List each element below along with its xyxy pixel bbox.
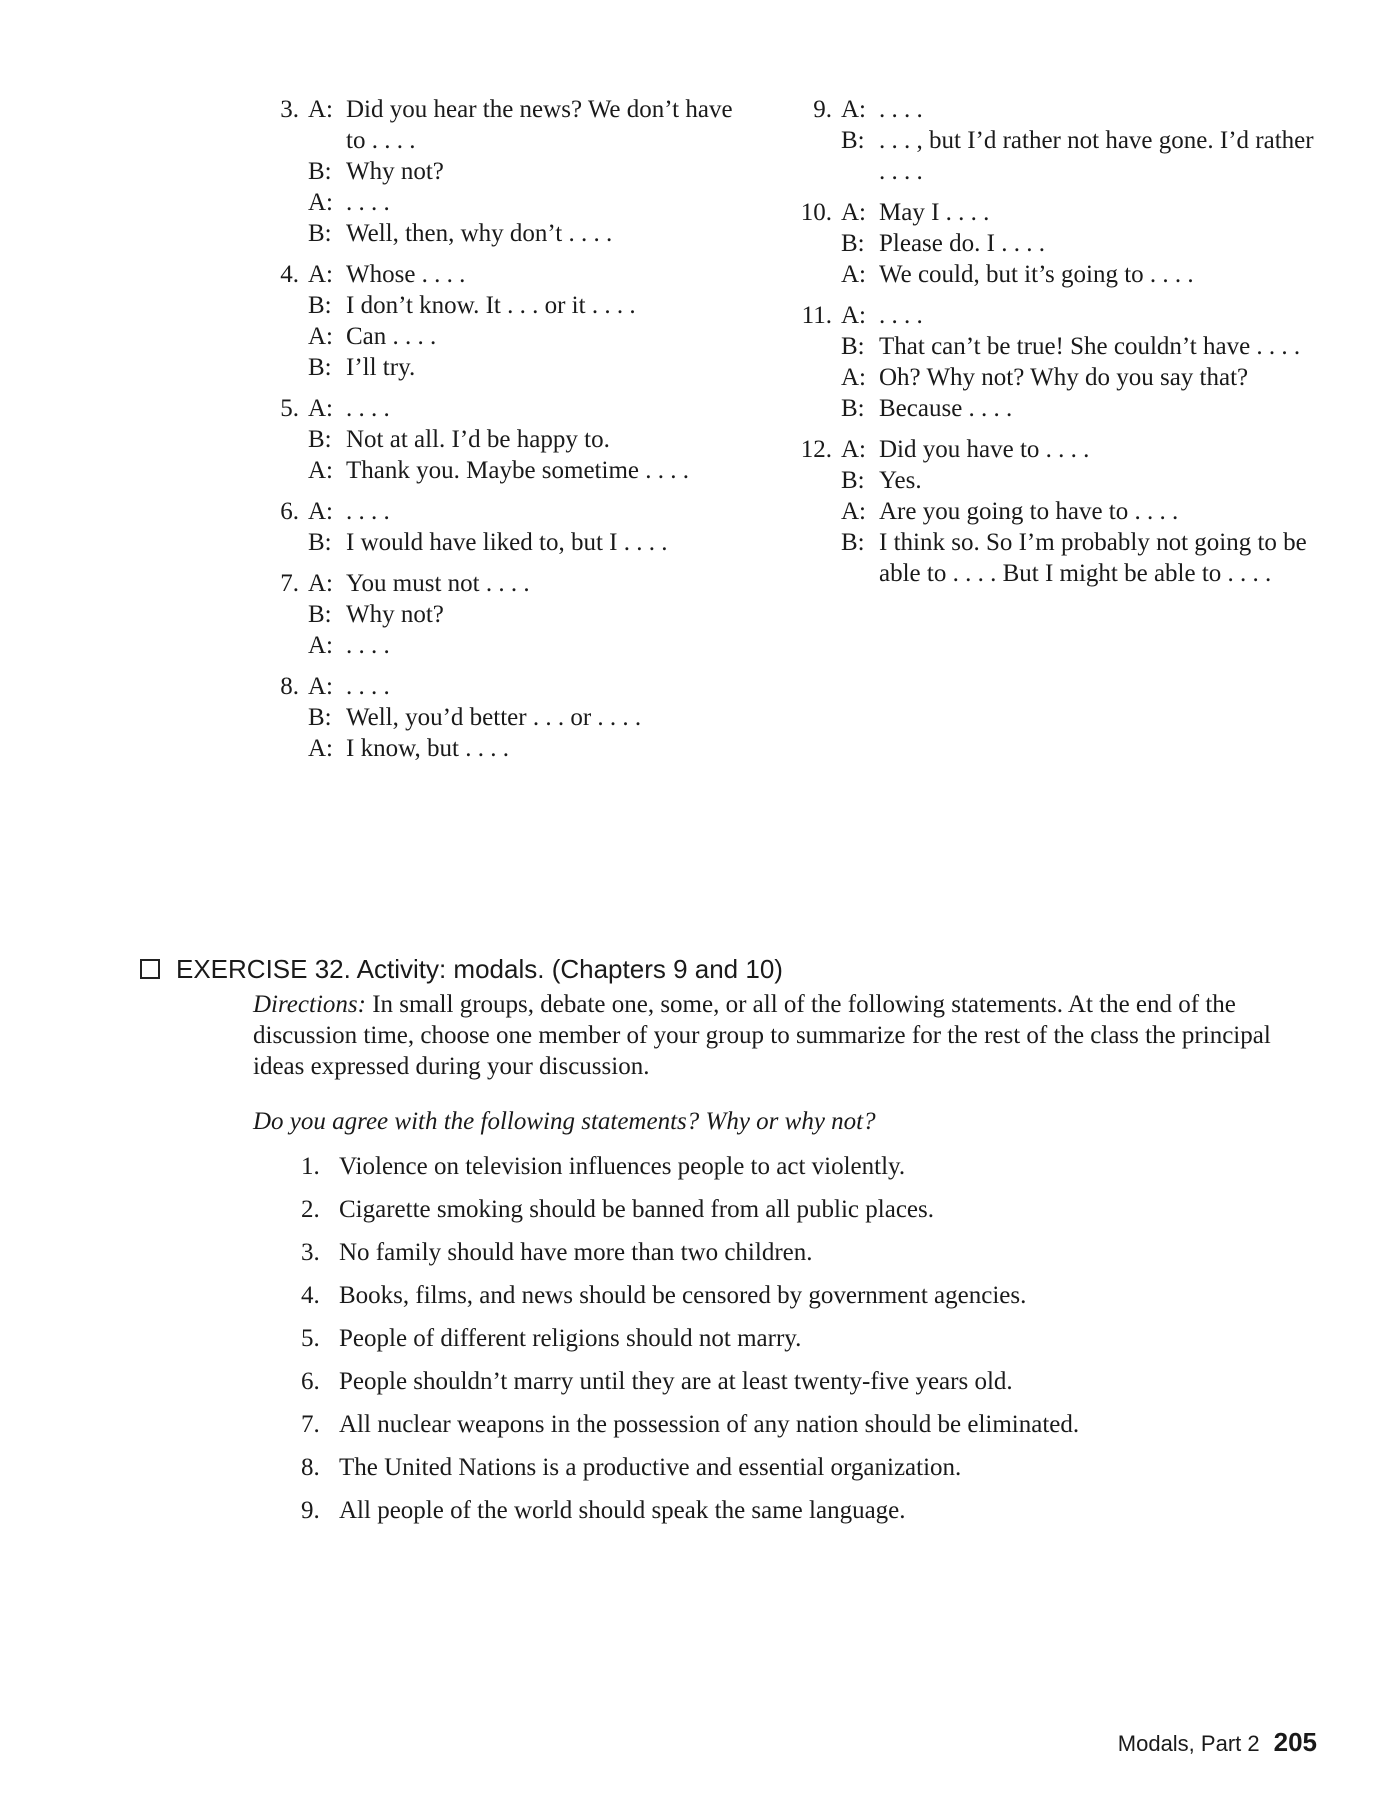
- dialogue-line: Why not?: [346, 158, 444, 185]
- statement-text: The United Nations is a productive and essential organization.: [339, 1454, 962, 1481]
- dialogue-line: I know, but . . . .: [346, 735, 509, 762]
- statement-text: All people of the world should speak the same language.: [339, 1497, 906, 1524]
- statement-text: Books, films, and news should be censored by government agencies.: [339, 1282, 1027, 1309]
- statement-item: 4. Books, films, and news should be censored by government agencies.: [301, 1282, 1027, 1309]
- statement-list: [301, 1151, 1315, 1526]
- dialogue-line: . . . .: [346, 498, 390, 525]
- left-dialogue-column: [262, 94, 742, 774]
- dialogue-item: 6. A: . . . . B: I would have liked to, but I . . . .: [262, 496, 742, 558]
- dialogue-line: Because . . . .: [879, 395, 1013, 422]
- directions-text: In small groups, debate one, some, or all of the following statements. At the end of the discussion time, choose one member of your group to summarize for the rest of the class the principal ideas expressed during your discussion.: [253, 991, 1271, 1080]
- dialogue-line: May I . . . .: [879, 199, 990, 226]
- dialogue-line: Are you going to have to . . . .: [879, 498, 1179, 525]
- dialogue-line: Did you hear the news? We don’t have to . . . .: [346, 96, 733, 154]
- dialogue-line: You must not . . . .: [346, 570, 530, 597]
- dialogue-line: Thank you. Maybe sometime . . . .: [346, 457, 689, 484]
- right-dialogue-column: [795, 94, 1315, 599]
- exercise-body: [253, 989, 1315, 1526]
- dialogue-line: . . . .: [879, 302, 923, 329]
- dialogue-line: Yes.: [879, 467, 922, 494]
- statement-item: 2. Cigarette smoking should be banned from all public places.: [301, 1196, 934, 1223]
- dialogue-line: . . . .: [346, 189, 390, 216]
- exercise-prompt: Do you agree with the following statements? Why or why not?: [253, 1108, 876, 1135]
- statement-text: All nuclear weapons in the possession of any nation should be eliminated.: [339, 1411, 1080, 1438]
- directions-label: Directions:: [253, 991, 366, 1018]
- dialogue-line: I think so. So I’m probably not going to be able to . . . . But I might be able to . . . .: [879, 529, 1307, 587]
- statement-text: People of different religions should not marry.: [339, 1325, 802, 1352]
- statement-item: 9. All people of the world should speak the same language.: [301, 1497, 906, 1524]
- statement-item: 3. No family should have more than two children.: [301, 1239, 813, 1266]
- dialogue-line: Well, then, why don’t . . . .: [346, 220, 613, 247]
- footer-section-title: Modals, Part 2: [1117, 1731, 1260, 1756]
- dialogue-item: 4. A: Whose . . . . B: I don’t know. It . . . or it . . . . A: Can . . . . B: I’ll try.: [262, 259, 742, 383]
- dialogue-item: 10. A: May I . . . . B: Please do. I . . . . A: We could, but it’s going to . . . .: [795, 197, 1315, 290]
- dialogue-item: 8. A: . . . . B: Well, you’d better . . . or . . . . A: I know, but . . . .: [262, 671, 742, 764]
- dialogue-item: 11. A: . . . . B: That can’t be true! She couldn’t have . . . . A: Oh? Why not? Why do you say that? B: Because . . . .: [795, 300, 1315, 424]
- statement-text: No family should have more than two children.: [339, 1239, 813, 1266]
- exercise-heading-row: [140, 952, 1315, 986]
- dialogue-item: 7. A: You must not . . . . B: Why not? A: . . . .: [262, 568, 742, 661]
- dialogue-line: . . . .: [346, 632, 390, 659]
- dialogue-line: I don’t know. It . . . or it . . . .: [346, 292, 636, 319]
- dialogue-line: Whose . . . .: [346, 261, 466, 288]
- dialogue-line: Please do. I . . . .: [879, 230, 1045, 257]
- statement-item: 7. All nuclear weapons in the possession of any nation should be eliminated.: [301, 1411, 1080, 1438]
- exercise-directions: [253, 989, 1315, 1082]
- dialogue-line: That can’t be true! She couldn’t have . . . .: [879, 333, 1301, 360]
- exercise-heading: EXERCISE 32. Activity: modals. (Chapters 9 and 10): [176, 954, 783, 984]
- statement-item: 1. Violence on television influences people to act violently.: [301, 1153, 906, 1180]
- page-footer: [1118, 1727, 1317, 1758]
- dialogue-line: Well, you’d better . . . or . . . .: [346, 704, 642, 731]
- dialogue-item: 9. A: . . . . B: . . . , but I’d rather not have gone. I’d rather . . . .: [813, 96, 1314, 185]
- statement-text: Cigarette smoking should be banned from all public places.: [339, 1196, 934, 1223]
- statement-text: People shouldn’t marry until they are at least twenty-five years old.: [339, 1368, 1013, 1395]
- dialogue-line: We could, but it’s going to . . . .: [879, 261, 1194, 288]
- exercise-32-section: [140, 952, 1315, 1538]
- dialogue-line: I’ll try.: [346, 354, 416, 381]
- dialogue-line: . . . .: [879, 96, 923, 123]
- exercise-checkbox[interactable]: [140, 959, 160, 979]
- statement-item: 6. People shouldn’t marry until they are at least twenty-five years old.: [301, 1368, 1013, 1395]
- dialogue-line: . . . .: [346, 673, 390, 700]
- dialogue-item: 12. A: Did you have to . . . . B: Yes. A: Are you going to have to . . . . B: I think so. So I’m probably not going to be able to . . . . But I might be able to . . . .: [795, 434, 1315, 589]
- dialogue-line: Not at all. I’d be happy to.: [346, 426, 610, 453]
- statement-item: 5. People of different religions should not marry.: [301, 1325, 802, 1352]
- statement-text: Violence on television influences people to act violently.: [339, 1153, 906, 1180]
- dialogue-line: Oh? Why not? Why do you say that?: [879, 364, 1249, 391]
- dialogue-item: 3. A: Did you hear the news? We don’t have to . . . . B: Why not? A: . . . . B: Well, then, why don’t . . . .: [262, 94, 742, 249]
- dialogue-line: . . . .: [346, 395, 390, 422]
- dialogue-item: 5. A: . . . . B: Not at all. I’d be happy to. A: Thank you. Maybe sometime . . . .: [262, 393, 742, 486]
- dialogue-line: Why not?: [346, 601, 444, 628]
- page-number: 205: [1273, 1727, 1317, 1757]
- dialogue-line: Can . . . .: [346, 323, 437, 350]
- dialogue-line: Did you have to . . . .: [879, 436, 1090, 463]
- dialogue-line: . . . , but I’d rather not have gone. I’d rather . . . .: [879, 127, 1314, 185]
- dialogue-line: I would have liked to, but I . . . .: [346, 529, 668, 556]
- statement-item: 8. The United Nations is a productive and essential organization.: [301, 1454, 962, 1481]
